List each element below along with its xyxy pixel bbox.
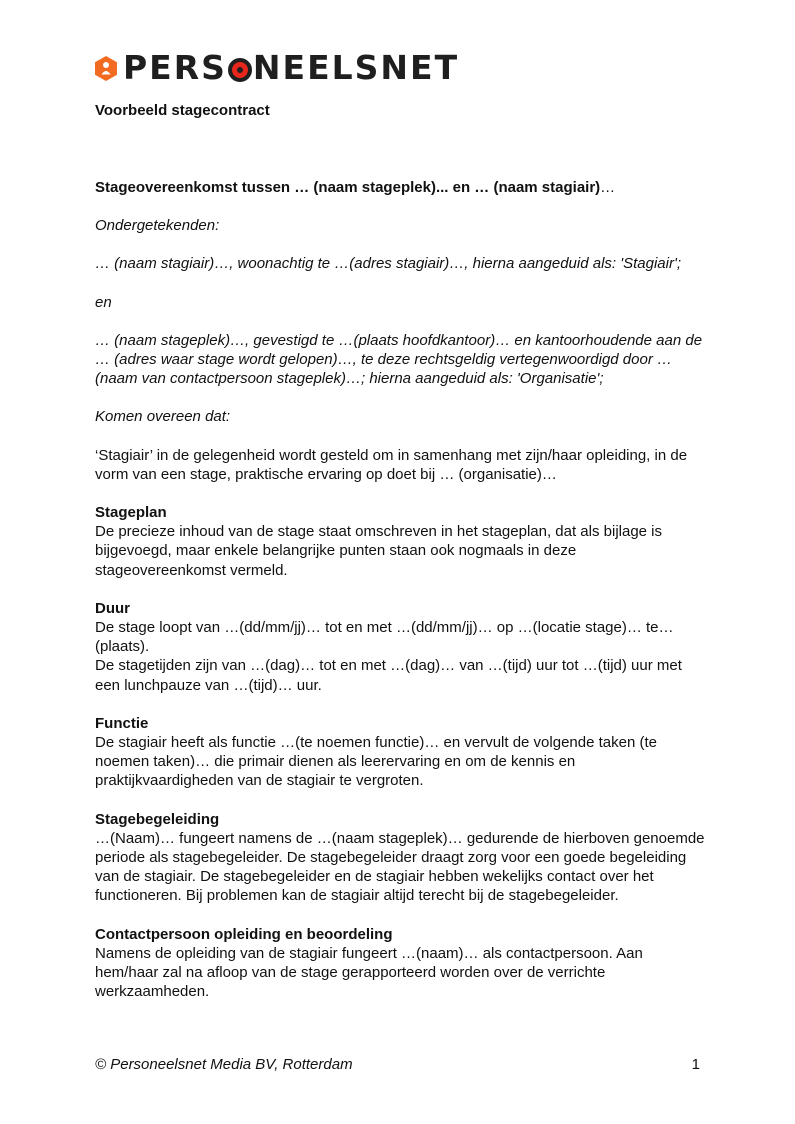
section-heading: Duur: [95, 599, 130, 617]
purpose-paragraph: ‘Stagiair’ in de gelegenheid wordt gesteld om in samenhang met zijn/haar opleiding, in de vorm van een stage, praktische ervaring op doet bij … (organisatie)…: [95, 446, 688, 483]
page-footer: [95, 1056, 700, 1073]
section-paragraph: Namens de opleiding van de stagiair fungeert …(naam)… als contactpersoon. Aan hem/haar zal na afloop van de stage gerapporteerd worden over de verrichte werkzaamheden.: [95, 944, 643, 1001]
logo-wordmark: PERS NEELSNET: [123, 48, 460, 87]
section-heading: Contactpersoon opleiding en beoordeling: [95, 925, 393, 943]
hexagon-person-icon: [95, 56, 117, 81]
section-contactpersoon: [95, 925, 705, 1002]
and-label: en: [95, 293, 112, 311]
logo-target-icon: [228, 58, 252, 82]
section-functie: [95, 714, 705, 791]
contract-heading: Stageovereenkomst tussen … (naam stageplek)... en … (naam stagiair)…: [95, 179, 616, 196]
section-stagebegeleiding: [95, 810, 705, 906]
section-duur: [95, 599, 705, 695]
section-paragraph: De stage loopt van …(dd/mm/jj)… tot en met …(dd/mm/jj)… op …(locatie stage)… te…(plaats).: [95, 619, 674, 656]
undersigned-label: Ondergetekenden:: [95, 217, 220, 235]
section-paragraph: …(Naam)… fungeert namens de …(naam stageplek)… gedurende de hierboven genoemde periode als stagebegeleider. De stagebegeleider draagt zorg voor een goede begeleiding van de stagiair. De stagebegeleider en de stagiair hebben wekelijks contact over het functioneren. Bij problemen kan de stagiair altijd terecht bij de stagebegeleider.: [95, 829, 705, 905]
section-heading: Stagebegeleiding: [95, 810, 220, 828]
contract-body: [95, 178, 705, 1021]
document-title: Voorbeeld stagecontract: [95, 102, 270, 119]
personeelsnet-logo: [95, 50, 459, 86]
section-stageplan: [95, 503, 705, 580]
page-number: 1: [691, 1056, 700, 1073]
section-paragraph: De stagiair heeft als functie …(te noemen functie)… en vervult de volgende taken (te noemen taken)… die primair dienen als leerervaring en om de kennis en praktijkvaardigheden van de stagiair te vergroten.: [95, 734, 657, 790]
party-stagiair: … (naam stagiair)…, woonachtig te …(adres stagiair)…, hierna aangeduid als: 'Stagiair';: [95, 255, 682, 273]
section-paragraph: De stagetijden zijn van …(dag)… tot en met …(dag)… van …(tijd) uur tot …(tijd) uur met een lunchpauze van …(tijd)… uur.: [95, 657, 682, 694]
section-paragraph: De precieze inhoud van de stage staat omschreven in het stageplan, dat als bijlage is bijgevoegd, maar enkele belangrijke punten staan ook nogmaals in deze stageovereenkomst vermeld.: [95, 523, 663, 579]
section-heading: Stageplan: [95, 504, 167, 522]
agree-label: Komen overeen dat:: [95, 408, 231, 426]
section-heading: Functie: [95, 714, 149, 732]
copyright-text: © Personeelsnet Media BV, Rotterdam: [95, 1056, 353, 1073]
party-organisatie: … (naam stageplek)…, gevestigd te …(plaats hoofdkantoor)… en kantoorhoudende aan de … (adres waar stage wordt gelopen)…, te deze rechtsgeldig vertegenwoordigd door … (naam van contactpersoon stageplek)…; hierna aangeduid als: 'Organisatie';: [95, 331, 703, 388]
